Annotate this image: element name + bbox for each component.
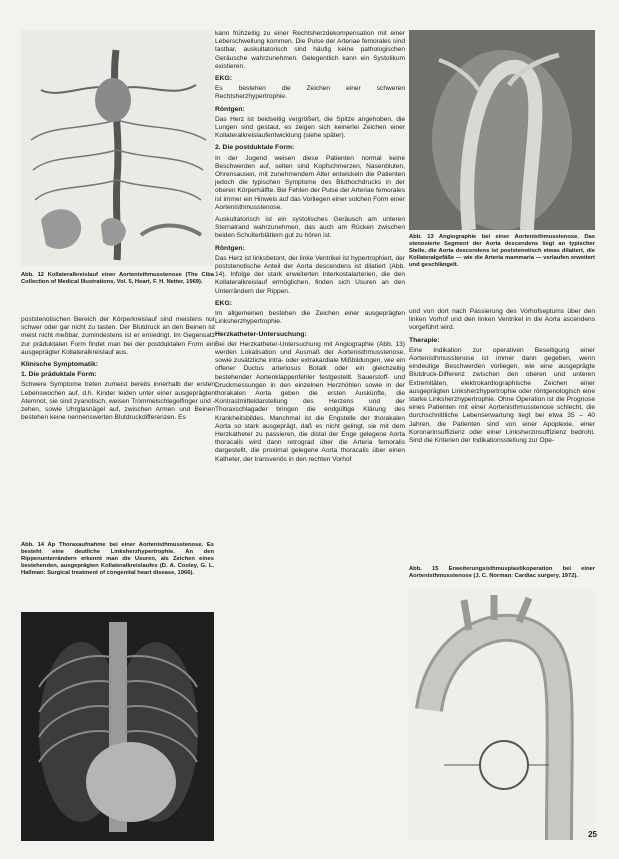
surgery-illustration: [409, 590, 595, 840]
figure-15-caption: Abb. 15 Erweiterungsisthmusplastikoperation bei einer Aortenisthmusstenose (J. C. Norman: Cardiac surgery, 1972).: [409, 566, 595, 579]
xray-image: [21, 612, 214, 841]
subsection-heading: 1. Die präduktale Form:: [21, 371, 97, 379]
figure-13-caption: Abb. 13 Angiographie bei einer Aortenisthmusstenose. Das stenosierte Segment der Aorta descendens liegt an typischer Stelle, die Aorta descendens ist poststenotisch etwas dilatiert, die Kollateralgefäße — wie die Arteria mammaria — verlaufen erweitert und geschlängelt.: [409, 234, 595, 268]
section-heading: Röntgen:: [215, 244, 245, 252]
figure-collateral-circulation: [21, 30, 214, 266]
paragraph: Im allgemeinen bestehen die Zeichen einer ausgeprägten Linksherzhypertrophie.: [215, 310, 405, 326]
paragraph: Es bestehen die Zeichen einer schweren Rechtsherzhypertrophie.: [215, 85, 405, 101]
section-heading: Therapie:: [409, 336, 440, 344]
paragraph: In der Jugend weisen diese Patienten normal keine Beschwerden auf, selten sind Kopfschmerzen, Nasenbluten, Ohrensausen, mit zunehmendem Alter entwickeln die Patienten jedoch die typischen Symptome des Bluthochdrucks in der oberen Körperhälfte. Bei Fehlen der Pulse der Arteriae femorales ist immer ein Hinweis auf das Vorliegen einer solchen Form einer Aortenisthmusstenose.: [215, 154, 405, 211]
page-number: 25: [588, 830, 597, 839]
section-heading: EKG:: [215, 75, 232, 83]
figure-chest-xray: [21, 612, 214, 841]
paragraph: kann frühzeitig zu einer Rechtsherzdekompensation mit einer Leberschwellung kommen. Die Pulse der Arteriae femorales sind tastbar, auskultatorisch sind häufig keine pathologischen Geräusche wahrzunehmen. Gelegentlich kann ein Systolikum existieren.: [215, 30, 405, 70]
paragraph: Schwere Symptome treten zumeist bereits innerhalb der ersten Lebenswochen auf, d.h. Kinder leiden unter einer ausgeprägten Atemnot, sie sind zyanotisch, weisen Trommelschlegelfinger und -zehen, sowie Uhrglasnägel auf, zwischen Armen und Beinen bestehen keine nennenswerten Blutdruckdifferenzen. Es: [21, 381, 215, 422]
figure-14-caption: Abb. 14 Ap Thoraxaufnahme bei einer Aortenisthmusstenose. Es besteht eine deutliche Linksherzhypertrophie. An den Rippenunterrändern erkennt man die Usuren, als Zeichen eines bestehenden, ausgeprägten Kollateralkreislaufes (D. A. Cooley, G. L. Hallman: Surgical treatment of congenital heart disease, 1966).: [21, 542, 214, 576]
anatomy-illustration: [21, 30, 214, 266]
text-column-3: [409, 308, 595, 449]
section-heading: Herzkatheter-Untersuchung:: [215, 330, 307, 338]
paragraph: Das Herz ist beidseitig vergrößert, die Spitze angehoben, die Lungen sind gestaut, es zeigen sich keinerlei Zeichen einer Kollateralkreislaufentwicklung (siehe später).: [215, 115, 405, 140]
figure-12-caption: Abb. 12 Kollateralkreislauf einer Aortenisthmusstenose (The Ciba Collection of Medical Illustrations, Vol. 5, Heart, F. H. Netter, 1969).: [21, 272, 214, 285]
paragraph: Das Herz ist linksbetont, der linke Ventrikel ist hypertrophiert, der poststenotische Anteil der Aorta descendens ist dilatiert (Abb. 14). Infolge der stark erweiterten Interkostalarterien, die den Kollateralkreislauf ermöglichen, finden sich Usuren an den Unterrändern der Rippen.: [215, 254, 405, 295]
subsection-heading: 2. Die postduktale Form:: [215, 144, 295, 152]
paragraph: Auskultatorisch ist ein systolisches Geräusch am unteren Sternalrand wahrzunehmen, das auch am Rücken zwischen beiden Schulterblättern gut zu hören ist.: [215, 216, 405, 240]
text-column-2: [215, 30, 405, 468]
section-heading: Klinische Symptomatik:: [21, 361, 99, 369]
angiography-image: [409, 30, 595, 230]
paragraph: Eine Indikation zur operativen Beseitigung einer Aortenisthmusstenose ist immer dann gegeben, wenn eindeutige Beschwerden vorliegen, wie eine ausgeprägte Blutdruck-Differenz zwischen den oberen und unteren Extremitäten, elektrokardiographische Zeichen einer ausgeprägten Linksherzhypertrophie oder röntgenologisch eine starke Linksherzhypertrophie. Ohne Operation ist die Prognose eines Patienten mit einer Aortenisthmusstenose schlecht, die durchschnittliche Lebenserwartung liegt bei etwa 35 – 40 Jahren, die Patienten sind von einer Apoplexie, einer Koronarinsuffizienz oder einer Linksherzinsuffizienz bedroht. Sind die Kriterien der Indikationsstellung zur Ope-: [409, 346, 595, 445]
section-heading: EKG:: [215, 299, 232, 307]
paragraph: poststenotischen Bereich der Körperkreislauf sind meistens nur schwer oder gar nicht zu tasten. Der Blutdruck an den Beinen ist meist nicht meßbar, zumindestens ist er erniedrigt. Im Gegensatz zur präduktalen Form findet man bei der postduktalen Form ein ausgeprägter Kollateralkreislauf aus.: [21, 316, 215, 356]
paragraph: Bei der Herzkatheter-Untersuchung mit Angiographie (Abb. 13) werden Lokalisation und Ausmaß der Aortenisthmusstenose, sowie zusätzliche intra- oder extrakardiale Mißbildungen, wie ein offener Ductus arteriosus Botalli oder ein gleichzeitig bestehender Aortenklappenfehler festgestellt. Sauerstoff- und Druckmessungen in den einzelnen Herzhöhlen sowie in der thorakalen Aorta geben die ersten Auskünfte, die Kontrastmitteldarstellung des Herzens und der Thoraxschlagader bringen die endgültige Klärung des Krankheitsbildes. Manchmal ist die Engstelle der thorakalen Aorta so stark ausgeprägt, daß es nicht gelingt, sie mit dem Herzkatheter zu passieren, die distal der Enge gelegene Aorta thoracalis wird dann retrograd über die Arteria femoralis dargestellt, die proximal gelegene Aorta thoracalis über einen Katheter, der transvenös in den rechten Vorhof: [215, 340, 405, 463]
figure-angiography: [409, 30, 595, 230]
paragraph: und von dort nach Passierung des Vorhofseptums über den linken Vorhof und den linken Ventrikel in die Aorta ascendens vorgeführt wird.: [409, 308, 595, 332]
section-heading: Röntgen:: [215, 105, 245, 113]
figure-isthmusplasty: [409, 590, 595, 840]
text-column-1: [21, 316, 215, 426]
